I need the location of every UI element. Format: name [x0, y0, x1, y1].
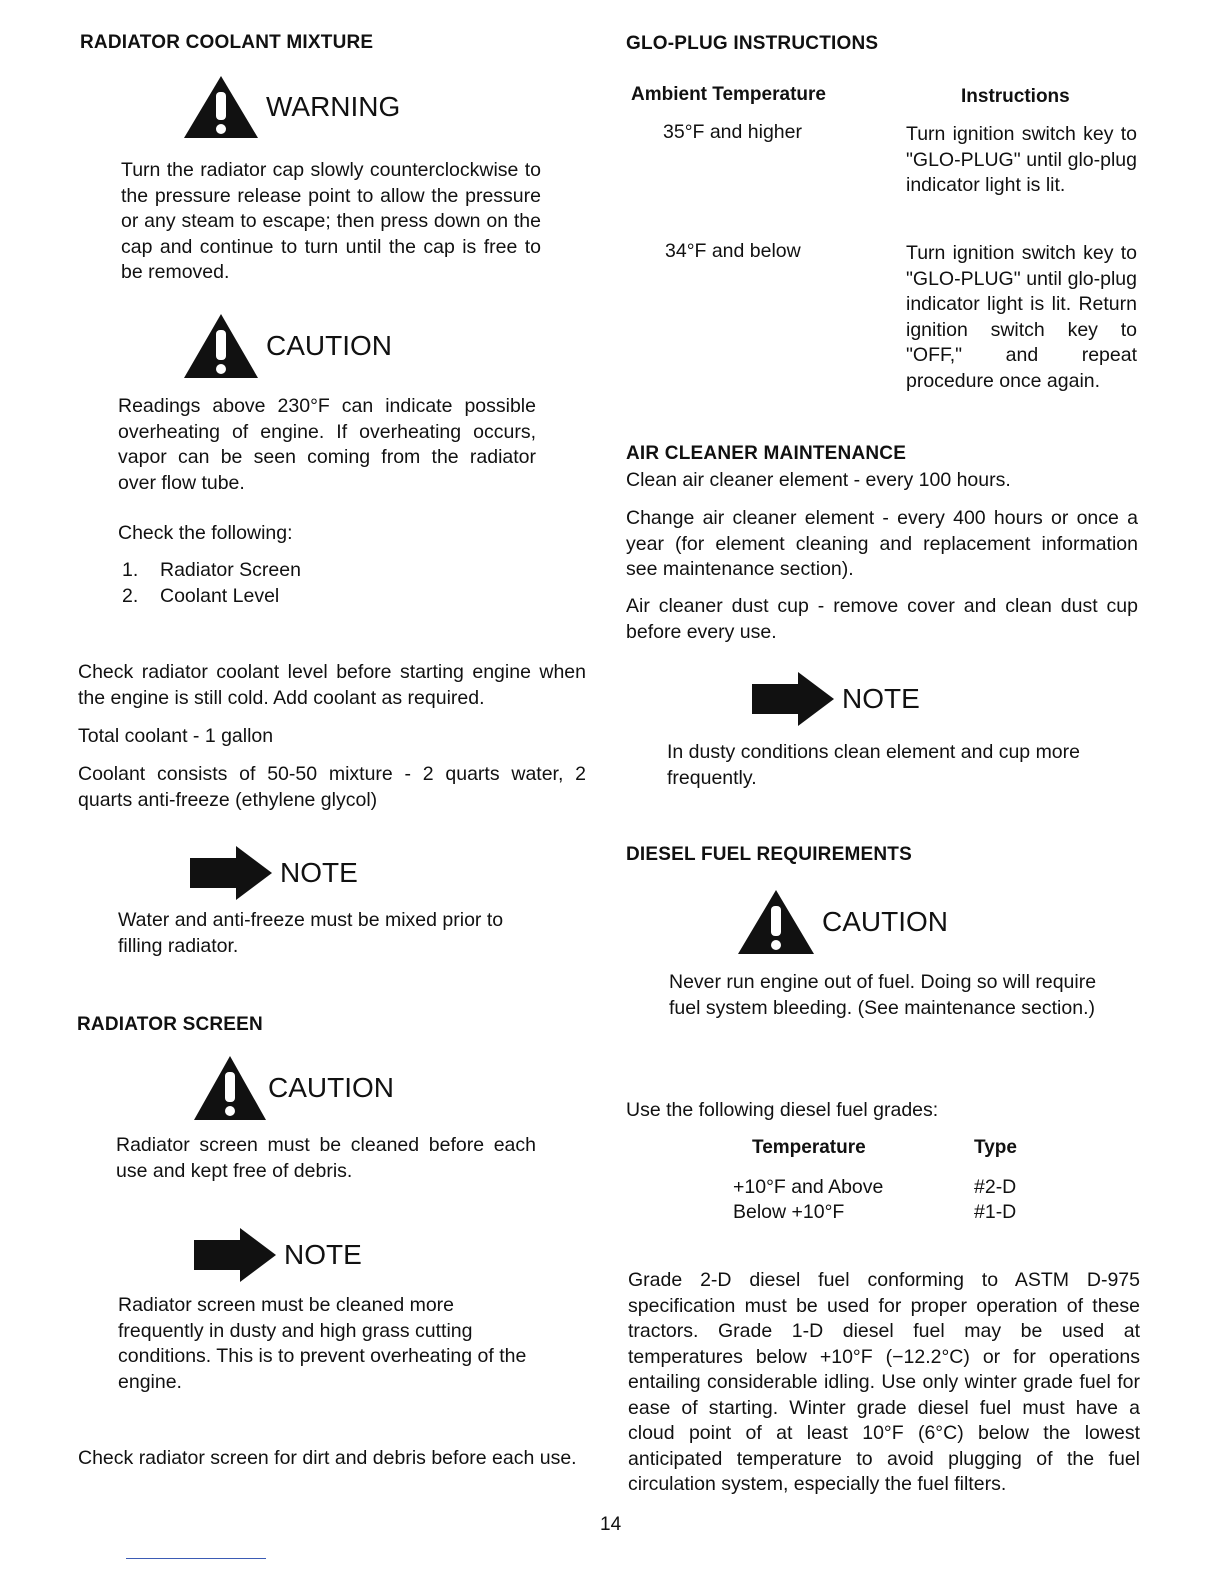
- screen-check-text: Check radiator screen for dirt and debris before each use.: [78, 1447, 577, 1469]
- warning-text: Turn the radiator cap slowly counterclockwise to the pressure release point to allow the pressure or any steam to escape; then press down on the cap and continue to turn until the cap is free to be removed.: [121, 159, 541, 283]
- list-item-text: Coolant Level: [160, 584, 280, 607]
- caution-callout: [736, 888, 948, 956]
- note-label: NOTE: [280, 857, 358, 888]
- glo-plug-instruction: Turn ignition switch key to "GLO-PLUG" until glo-plug indicator light is lit.: [906, 123, 1137, 196]
- caution-triangle-icon: [736, 888, 816, 956]
- list-item: [122, 584, 301, 610]
- grade-type: #1-D: [974, 1201, 1017, 1223]
- page-number: 14: [600, 1514, 622, 1535]
- note-text: Radiator screen must be cleaned more frequently in dusty and high grass cutting conditions. This is to prevent overheating of the engine.: [118, 1294, 527, 1393]
- grade-temp: +10°F and Above: [733, 1176, 884, 1198]
- caution-callout: [192, 1054, 394, 1122]
- note-label: NOTE: [842, 683, 920, 714]
- caution-callout: [182, 312, 392, 380]
- ambient-temperature-header: Ambient Temperature: [631, 84, 826, 105]
- warning-triangle-icon: [182, 74, 260, 140]
- instructions-header: Instructions: [961, 86, 1070, 107]
- radiator-coolant-heading: RADIATOR COOLANT MIXTURE: [80, 32, 374, 53]
- glo-plug-temp: 35°F and higher: [663, 121, 802, 143]
- glo-plug-instruction: Turn ignition switch key to "GLO-PLUG" until glo-plug indicator light is lit. Return ignition switch key to "OFF," and repeat procedure once again.: [906, 242, 1137, 392]
- caution-label: CAUTION: [822, 906, 948, 937]
- air-cleaner-heading: AIR CLEANER MAINTENANCE: [626, 443, 907, 464]
- fuel-grades-intro: Use the following diesel fuel grades:: [626, 1099, 939, 1121]
- arrow-right-icon: [190, 844, 274, 902]
- glo-plug-temp: 34°F and below: [665, 240, 801, 262]
- note-text: Water and anti-freeze must be mixed prior to filling radiator.: [118, 909, 504, 957]
- total-coolant-text: Total coolant - 1 gallon: [78, 725, 274, 747]
- caution-triangle-icon: [182, 312, 260, 380]
- list-item-number: 1.: [122, 559, 139, 581]
- diesel-fuel-heading: DIESEL FUEL REQUIREMENTS: [626, 844, 912, 865]
- caution-text: Radiator screen must be cleaned before each use and kept free of debris.: [116, 1134, 536, 1182]
- note-callout: [190, 844, 358, 902]
- warning-label: WARNING: [266, 91, 401, 122]
- caution-text: Readings above 230°F can indicate possible overheating of engine. If overheating occurs, vapor can be seen coming from the radiator over flow tube.: [118, 395, 536, 494]
- air-cleaner-dust-text: Air cleaner dust cup - remove cover and clean dust cup before every use.: [626, 595, 1138, 643]
- air-cleaner-clean-text: Clean air cleaner element - every 100 hours.: [626, 469, 1011, 491]
- caution-text: Never run engine out of fuel. Doing so will require fuel system bleeding. (See maintenance section.): [669, 971, 1097, 1019]
- arrow-right-icon: [194, 1226, 278, 1284]
- grade-type: #2-D: [974, 1176, 1017, 1198]
- caution-label: CAUTION: [268, 1072, 394, 1103]
- check-intro: Check the following:: [118, 522, 293, 544]
- type-header: Type: [974, 1137, 1017, 1158]
- footer-rule: [126, 1558, 266, 1559]
- arrow-right-icon: [752, 670, 836, 728]
- glo-plug-heading: GLO-PLUG INSTRUCTIONS: [626, 33, 879, 54]
- check-list: [122, 558, 301, 609]
- list-item: [122, 558, 301, 584]
- temperature-header: Temperature: [752, 1137, 866, 1158]
- radiator-screen-heading: RADIATOR SCREEN: [77, 1014, 263, 1035]
- coolant-mix-text: Coolant consists of 50-50 mixture - 2 quarts water, 2 quarts anti-freeze (ethylene glycol): [78, 763, 586, 811]
- grade-specification-text: Grade 2-D diesel fuel conforming to ASTM D-975 specification must be used for proper operation of these tractors. Grade 1-D diesel fuel may be used at temperatures below +10°F (−12.2°C) or for operations entailing considerable idling. Use only winter grade fuel for ease of starting. Winter grade diesel fuel must have a cloud point of at least 10°F (6°C) below the lowest anticipated temperature to avoid plugging of the fuel circulation system, especially the fuel filters.: [628, 1269, 1140, 1495]
- coolant-level-text: Check radiator coolant level before starting engine when the engine is still cold. Add coolant as required.: [78, 661, 586, 709]
- note-callout: [194, 1226, 362, 1284]
- list-item-number: 2.: [122, 584, 139, 607]
- note-label: NOTE: [284, 1239, 362, 1270]
- air-cleaner-change-text: Change air cleaner element - every 400 hours or once a year (for element cleaning and replacement information see maintenance section).: [626, 507, 1138, 580]
- grade-temp: Below +10°F: [733, 1201, 845, 1223]
- warning-callout: [182, 74, 400, 140]
- note-text: In dusty conditions clean element and cup more frequently.: [667, 741, 1080, 789]
- caution-label: CAUTION: [266, 330, 392, 361]
- note-callout: [752, 670, 920, 728]
- list-item-text: Radiator Screen: [160, 559, 301, 581]
- caution-triangle-icon: [192, 1054, 268, 1122]
